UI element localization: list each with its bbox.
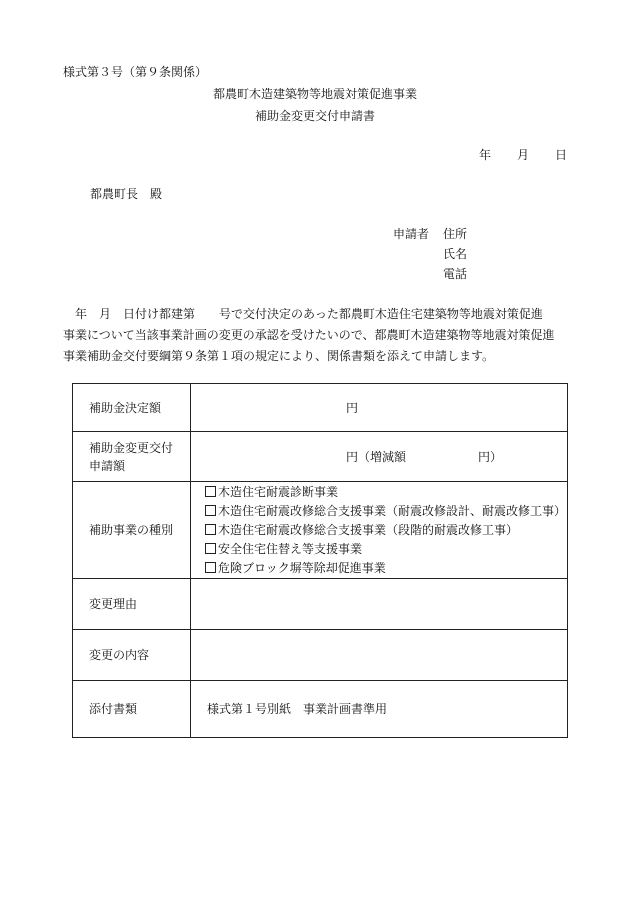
project-type-options [191, 482, 568, 579]
date-line [479, 147, 567, 163]
project-type-option[interactable] [203, 483, 567, 502]
option-label: 木造住宅耐震診断事業 [218, 484, 339, 499]
checkbox-icon[interactable] [205, 524, 216, 535]
application-table [72, 383, 568, 738]
change-amount-label [73, 432, 191, 482]
checkbox-icon[interactable] [205, 505, 216, 516]
change-amount-field[interactable]: 円（増減額 円） [191, 432, 568, 482]
document-title-line1: 都農町木造建築物等地震対策促進事業 [212, 87, 417, 101]
table-row-decided-amount [73, 384, 568, 432]
table-row-attachments [73, 681, 568, 738]
decided-amount-field[interactable]: 円 [191, 384, 568, 432]
reason-label: 変更理由 [73, 579, 191, 630]
date-day: 日 [554, 148, 567, 162]
application-body-text [63, 304, 568, 367]
project-type-option[interactable] [203, 502, 567, 521]
attachments-field[interactable]: 様式第１号別紙 事業計画書準用 [191, 681, 568, 738]
checkbox-icon[interactable] [205, 543, 216, 554]
body-line: 年 月 日付け都建第 号で交付決定のあった都農町木造住宅建築物等地震対策促進 [63, 307, 543, 321]
option-label: 木造住宅耐震改修総合支援事業（耐震改修設計、耐震改修工事） [218, 503, 567, 518]
checkbox-icon[interactable] [205, 486, 216, 497]
applicant-label: 申請者 [393, 227, 430, 241]
change-amount-label-line1: 補助金変更交付 [89, 440, 174, 455]
project-type-option[interactable] [203, 521, 567, 540]
table-row-project-type [73, 482, 568, 579]
option-label: 危険ブロック塀等除却促進事業 [218, 560, 386, 575]
project-type-label: 補助事業の種別 [73, 482, 191, 579]
option-label: 木造住宅耐震改修総合支援事業（段階的耐震改修工事） [218, 522, 519, 537]
body-line: 事業補助金交付要綱第９条第１項の規定により、関係書類を添えて申請します。 [63, 349, 495, 363]
decided-amount-label: 補助金決定額 [73, 384, 191, 432]
table-row-content [73, 630, 568, 681]
addressee: 都農町長 殿 [90, 187, 163, 201]
date-month: 月 [516, 148, 529, 162]
reason-field[interactable] [191, 579, 568, 630]
form-number: 様式第３号（第９条関係） [63, 65, 208, 79]
project-type-option[interactable] [203, 540, 567, 559]
applicant-phone-label: 電話 [443, 267, 468, 281]
applicant-address-label: 住所 [443, 227, 468, 241]
attachments-label: 添付書類 [73, 681, 191, 738]
project-type-option[interactable] [203, 559, 567, 578]
applicant-name-label: 氏名 [443, 247, 468, 261]
date-year: 年 [478, 148, 491, 162]
table-row-reason [73, 579, 568, 630]
table-row-change-amount [73, 432, 568, 482]
option-label: 安全住宅住替え等支援事業 [218, 541, 363, 556]
content-label: 変更の内容 [73, 630, 191, 681]
checkbox-icon[interactable] [205, 562, 216, 573]
change-amount-label-line2: 申請額 [89, 458, 126, 473]
document-title-line2: 補助金変更交付申請書 [254, 109, 375, 123]
content-field[interactable] [191, 630, 568, 681]
body-line: 事業について当該事業計画の変更の承認を受けたいので、都農町木造建築物等地震対策促進 [63, 328, 555, 342]
